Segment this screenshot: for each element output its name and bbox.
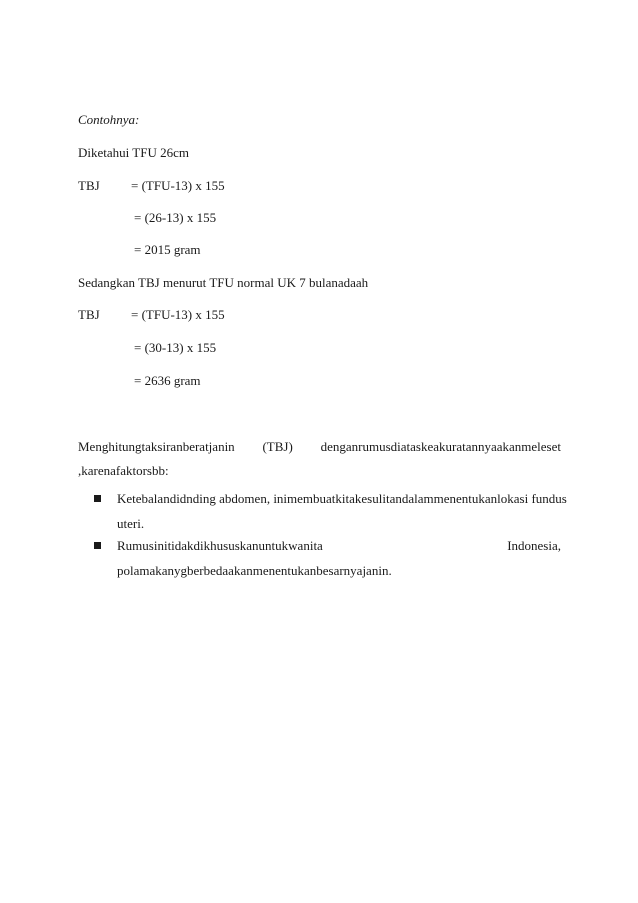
bullet-1-line1: Ketebalandidnding abdomen, inimembuatkitakesulitandalammenentukanlokasi fundus (117, 491, 567, 506)
calc1-label: TBJ (78, 178, 100, 193)
bullet-1-line2: uteri. (117, 516, 145, 531)
bullet-1-marker (94, 495, 101, 502)
calc1-step1: = (TFU-13) x 155 (131, 178, 225, 193)
calc2-step3: = 2636 gram (134, 373, 201, 388)
calc2-step2: = (30-13) x 155 (134, 340, 217, 355)
normal-intro: Sedangkan TBJ menurut TFU normal UK 7 bulanadaah (78, 275, 369, 290)
paragraph-word2: (TBJ) (262, 439, 293, 454)
bullet-2-line1-left: Rumusinitidakdikhususkanuntukwanita (117, 538, 323, 553)
bullet-2-line1-right: Indonesia, (507, 538, 561, 553)
calc1-step2: = (26-13) x 155 (134, 210, 217, 225)
bullet-2-marker (94, 542, 101, 549)
paragraph-word1: Menghitungtaksiranberatjanin (78, 439, 235, 454)
calc2-label: TBJ (78, 307, 100, 322)
calc2-step1: = (TFU-13) x 155 (131, 307, 225, 322)
bullet-2-line2: polamakanygberbedaakanmenentukanbesarnyajanin. (117, 563, 392, 578)
paragraph-word3: denganrumusdiataskeakuratannyaakanmeleset (320, 439, 561, 454)
paragraph-line1 (78, 439, 561, 455)
example-heading: Contohnya: (78, 112, 140, 127)
paragraph-line2: ,karenafaktorsbb: (78, 463, 169, 478)
calc1-step3: = 2015 gram (134, 242, 201, 257)
given-value: Diketahui TFU 26cm (78, 145, 189, 160)
bullet-2-line1 (117, 538, 561, 554)
